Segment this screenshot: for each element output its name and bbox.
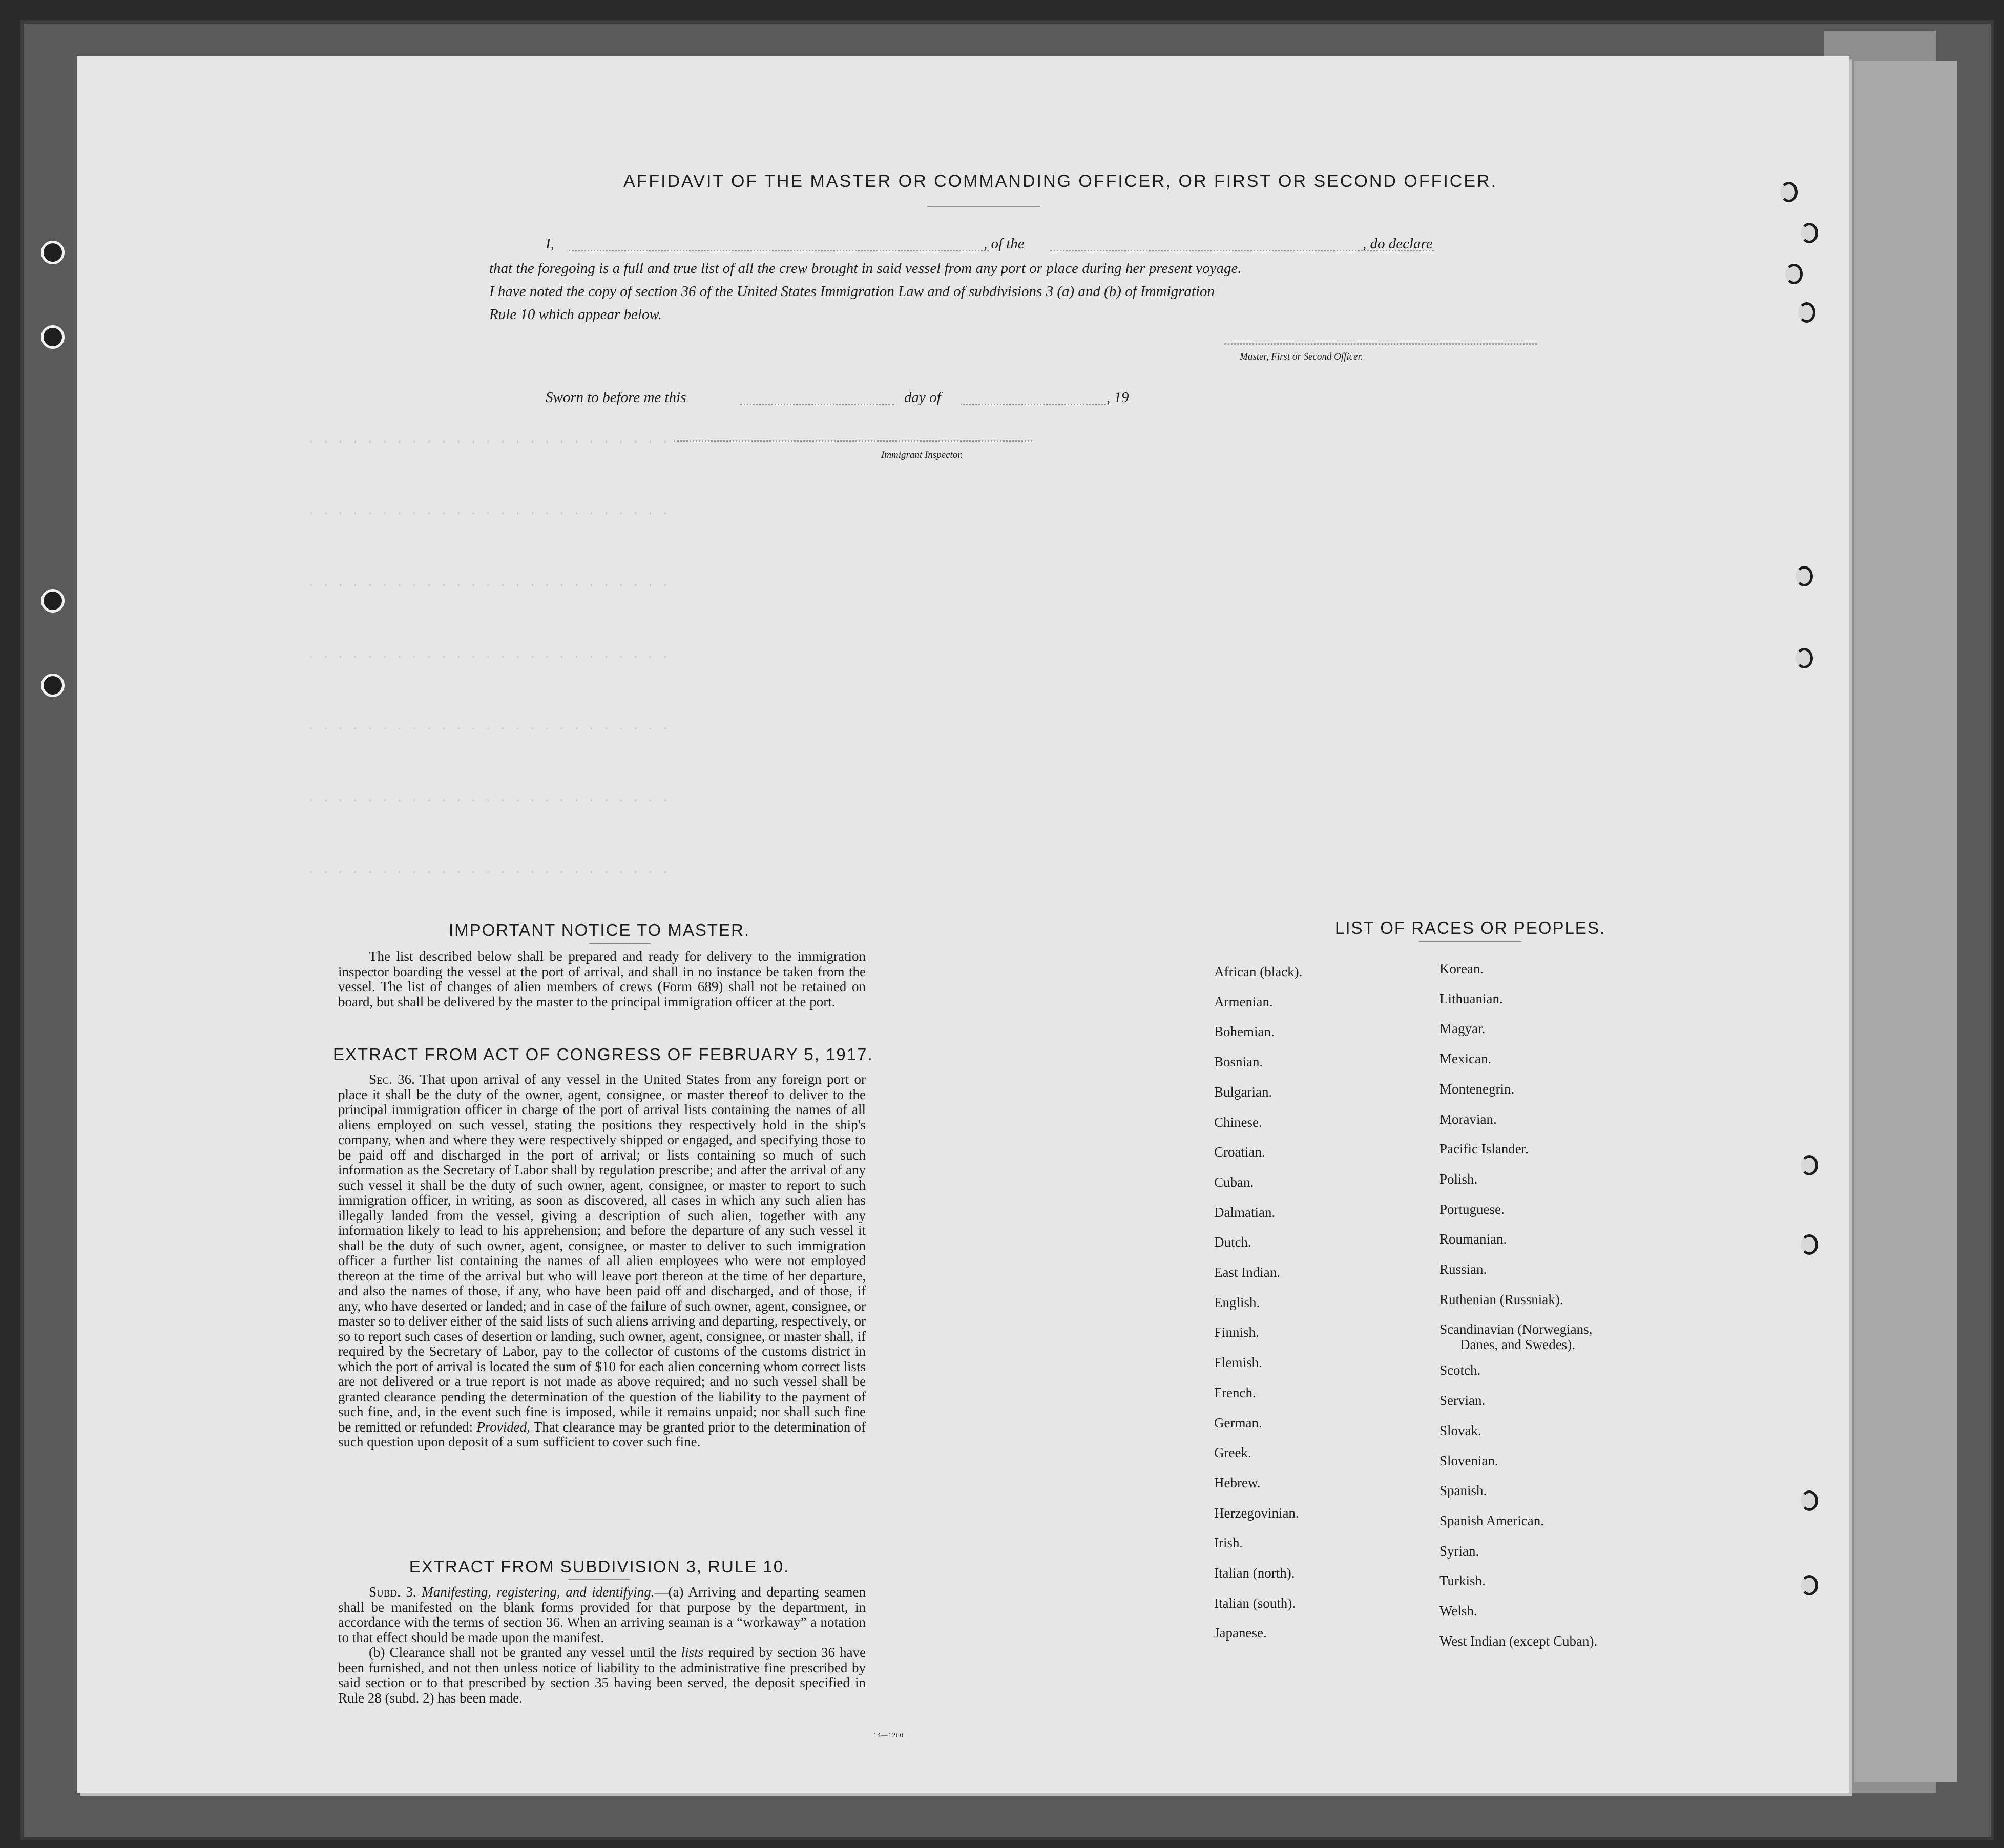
punch-hole: [1801, 223, 1818, 243]
race-item: Moravian.: [1439, 1111, 1497, 1127]
race-item: Bosnian.: [1214, 1054, 1263, 1070]
punch-hole: [1796, 648, 1813, 668]
race-item: Scandinavian (Norwegians,: [1439, 1321, 1593, 1337]
subd-para-b-prefix: (b) Clearance shall not be granted any vessel until the: [369, 1645, 677, 1660]
notice-rule: [589, 943, 651, 944]
name-blank: [569, 250, 989, 251]
race-item: Slovak.: [1439, 1422, 1481, 1438]
signature-caption: Master, First or Second Officer.: [1240, 351, 1363, 362]
inspector-caption: Immigrant Inspector.: [881, 450, 963, 460]
race-item: Russian.: [1439, 1262, 1487, 1277]
race-item: Syrian.: [1439, 1543, 1479, 1559]
race-item: Turkish.: [1439, 1573, 1486, 1589]
race-item: Portuguese.: [1439, 1201, 1505, 1217]
affidavit-line-4: Rule 10 which appear below.: [489, 306, 662, 323]
subd-para-b-lists: lists: [681, 1645, 704, 1660]
rule-text: [338, 1585, 866, 1706]
race-item: Lithuanian.: [1439, 991, 1503, 1006]
race-item: Dutch.: [1214, 1234, 1251, 1250]
notice-paragraph: The list described below shall be prepared and ready for delivery to the immigration inspector boarding the vessel at the port of arrival, and shall in no instance be taken from the vessel. The list of changes of alien members of crews (Form 689) shall not be retained on board, but shall be delivered by the master to the principal immigration officer at the port.: [338, 949, 866, 1010]
race-item: Cuban.: [1214, 1174, 1254, 1190]
affidavit-line-3: I have noted the copy of section 36 of the United States Immigration Law and of subdivisions 3 (a) and (b) of Immigration: [489, 283, 1215, 300]
bleed-through: · · · · · · · · · · · · · · · · · · · · · · · · ·: [307, 507, 669, 521]
race-item: Bulgarian.: [1214, 1084, 1272, 1100]
race-item: Servian.: [1439, 1393, 1486, 1409]
underlying-sheet-edge: [1854, 61, 1957, 1782]
race-item: Finnish.: [1214, 1325, 1259, 1340]
bleed-through: · · · · · · · · · · · · · · · · · · · · · · · · ·: [307, 579, 669, 593]
race-item: East Indian.: [1214, 1265, 1280, 1280]
race-item: Irish.: [1214, 1535, 1243, 1551]
section-label: Sec. 36.: [369, 1072, 415, 1087]
act-body: That upon arrival of any vessel in the United States from any foreign port or place it shall be the duty of the owner, agent, consignee, or master thereof to deliver to the principal immigration officer in charge of the port of arrival lists containing the names of all aliens employed on such vessel, stating the positions they respectively hold in the ship's company, when and where they were respectively shipped or engaged, and specifying those to be paid off and discharged in the port of arrival; or lists containing so much of such information as the Secretary of Labor shall by regulation prescribe; and after the arrival of any such vessel it shall be the duty of such owner, agent, consignee, or master to report to such immigration officer, in writing, as soon as discovered, all cases in which any such alien has illegally landed from the vessel, giving a description of such alien, together with any information likely to lead to his apprehension; and before the departure of any such vessel it shall be the duty of such owner, agent, consignee, or master to deliver to such immigration officer a further list containing the names of all alien employees who were not employed thereon at the time of the arrival but who will leave port thereon at the time of her departure, and also the names of those, if any, who have been paid off and discharged, and of those, if any, who have deserted or landed; and in case of the failure of such owner, agent, consignee, or master so to deliver either of the said lists of such aliens arriving and departing, respectively, or so to report such cases of desertion or landing, such owner, agent, consignee, or master shall, if required by the Secretary of Labor, pay to the collector of customs of the customs district in which the port of arrival is located the sum of $10 for each alien concerning whom correct lists are not delivered or a true report is not made as above required; and no such vessel shall be granted clearance pending the determination of the question of the liability to the payment of such fine, and, in the event such fine is imposed, while it remains unpaid; nor shall such fine be remitted or refunded:: [338, 1072, 866, 1435]
punch-hole: [1798, 302, 1815, 323]
race-item: Roumanian.: [1439, 1231, 1507, 1247]
punch-hole: [1801, 1155, 1818, 1175]
race-item: Greek.: [1214, 1445, 1251, 1461]
race-item: Chinese.: [1214, 1114, 1262, 1130]
notice-heading: IMPORTANT NOTICE TO MASTER.: [448, 920, 750, 939]
race-item: Slovenian.: [1439, 1453, 1498, 1468]
punch-hole: [1801, 1490, 1818, 1511]
race-item: Magyar.: [1439, 1021, 1486, 1037]
affidavit-title: AFFIDAVIT OF THE MASTER OR COMMANDING OFFICER, OR FIRST OR SECOND OFFICER.: [623, 172, 1498, 191]
subd-para-a: —(a) Arriving and departing seamen shall be manifested on the blank forms provided for that purpose by the department, in accordance with the terms of section 36. When an arriving seaman is a “workaway” a notation to that effect should be made upon the manifest.: [338, 1584, 866, 1645]
races-rule: [1419, 941, 1521, 942]
race-item: Ruthenian (Russniak).: [1439, 1291, 1563, 1307]
affidavit-of-the: , of the: [984, 236, 1025, 252]
race-item: Spanish American.: [1439, 1513, 1544, 1528]
punch-hole: [1780, 182, 1798, 202]
affidavit-line-2: that the foregoing is a full and true list of all the crew brought in said vessel from any port or place during her present voyage.: [489, 260, 1242, 277]
race-item: African (black).: [1214, 964, 1303, 979]
punch-hole: [41, 241, 65, 264]
sworn-day-of: day of: [904, 389, 941, 406]
act-heading: EXTRACT FROM ACT OF CONGRESS OF FEBRUARY 5, 1917.: [333, 1045, 873, 1064]
race-item: Flemish.: [1214, 1355, 1262, 1371]
races-heading: LIST OF RACES OR PEOPLES.: [1334, 918, 1606, 937]
race-item: Mexican.: [1439, 1051, 1492, 1067]
sworn-month-blank: [961, 404, 1109, 405]
notice-text: [338, 949, 866, 1010]
race-item: Italian (south).: [1214, 1595, 1296, 1611]
bleed-through: · · · · · · · · · · · · · · · · · · · · · · · · ·: [307, 722, 669, 736]
race-item: Montenegrin.: [1439, 1081, 1515, 1097]
bleed-through: · · · · · · · · · · · · · · · · · · · · · · · · ·: [307, 650, 669, 664]
punch-hole: [1796, 566, 1813, 586]
act-text: [338, 1072, 866, 1450]
rule-heading: EXTRACT FROM SUBDIVISION 3, RULE 10.: [409, 1557, 790, 1576]
race-item: German.: [1214, 1415, 1262, 1431]
form-number: 14—1260: [873, 1731, 904, 1739]
punch-hole: [1801, 1234, 1818, 1255]
subd-title: Manifesting, registering, and identifying.: [422, 1584, 655, 1600]
race-item: Italian (north).: [1214, 1565, 1295, 1581]
race-item: Spanish.: [1439, 1483, 1487, 1499]
sworn-day-blank: [740, 404, 894, 405]
race-item: West Indian (except Cuban).: [1439, 1633, 1598, 1649]
affidavit-i: I,: [546, 236, 554, 252]
bleed-through: · · · · · · · · · · · · · · · · · · · · · · · · ·: [307, 435, 669, 449]
race-item: Dalmatian.: [1214, 1204, 1276, 1220]
inspector-blank: [674, 440, 1032, 442]
race-item: Danes, and Swedes).: [1460, 1337, 1575, 1353]
race-item: Armenian.: [1214, 994, 1273, 1010]
bleed-through: · · · · · · · · · · · · · · · · · · · · · · · · ·: [307, 794, 669, 808]
sworn-year: , 19: [1107, 389, 1129, 406]
race-item: Pacific Islander.: [1439, 1141, 1529, 1157]
race-item: Korean.: [1439, 961, 1484, 976]
signature-blank: [1224, 343, 1537, 345]
punch-hole: [41, 589, 65, 613]
race-item: Scotch.: [1439, 1362, 1481, 1378]
race-item: Polish.: [1439, 1171, 1478, 1187]
act-body-end: That clearance may be granted prior to the determination of such question upon deposit of a sum sufficient to cover such fine.: [338, 1419, 866, 1450]
affidavit-declare: , do declare: [1363, 236, 1433, 252]
punch-hole: [1801, 1575, 1818, 1595]
title-rule: [927, 206, 1040, 207]
sworn-prefix: Sworn to before me this: [546, 389, 686, 406]
race-item: Hebrew.: [1214, 1475, 1261, 1490]
race-item: Welsh.: [1439, 1603, 1477, 1619]
provided-word: Provided,: [476, 1419, 531, 1435]
punch-hole: [41, 674, 65, 697]
punch-hole: [41, 325, 65, 349]
form-page: [77, 56, 1849, 1793]
race-item: French.: [1214, 1384, 1256, 1400]
bleed-through: · · · · · · · · · · · · · · · · · · · · · · · · ·: [307, 866, 669, 879]
rule-heading-rule: [569, 1579, 630, 1580]
race-item: Croatian.: [1214, 1144, 1265, 1160]
punch-hole: [1785, 264, 1803, 284]
race-item: Bohemian.: [1214, 1024, 1275, 1040]
subd-para-b: required by section 36 have been furnished, and not then unless notice of liability to the administrative fine prescribed by said section or to that prescribed by section 35 having been served, the deposit specified in Rule 28 (subd. 2) has been made.: [338, 1645, 866, 1706]
subd-label: Subd. 3.: [369, 1584, 416, 1600]
race-item: Japanese.: [1214, 1625, 1267, 1641]
race-item: Herzegovinian.: [1214, 1505, 1299, 1521]
race-item: English.: [1214, 1294, 1260, 1310]
